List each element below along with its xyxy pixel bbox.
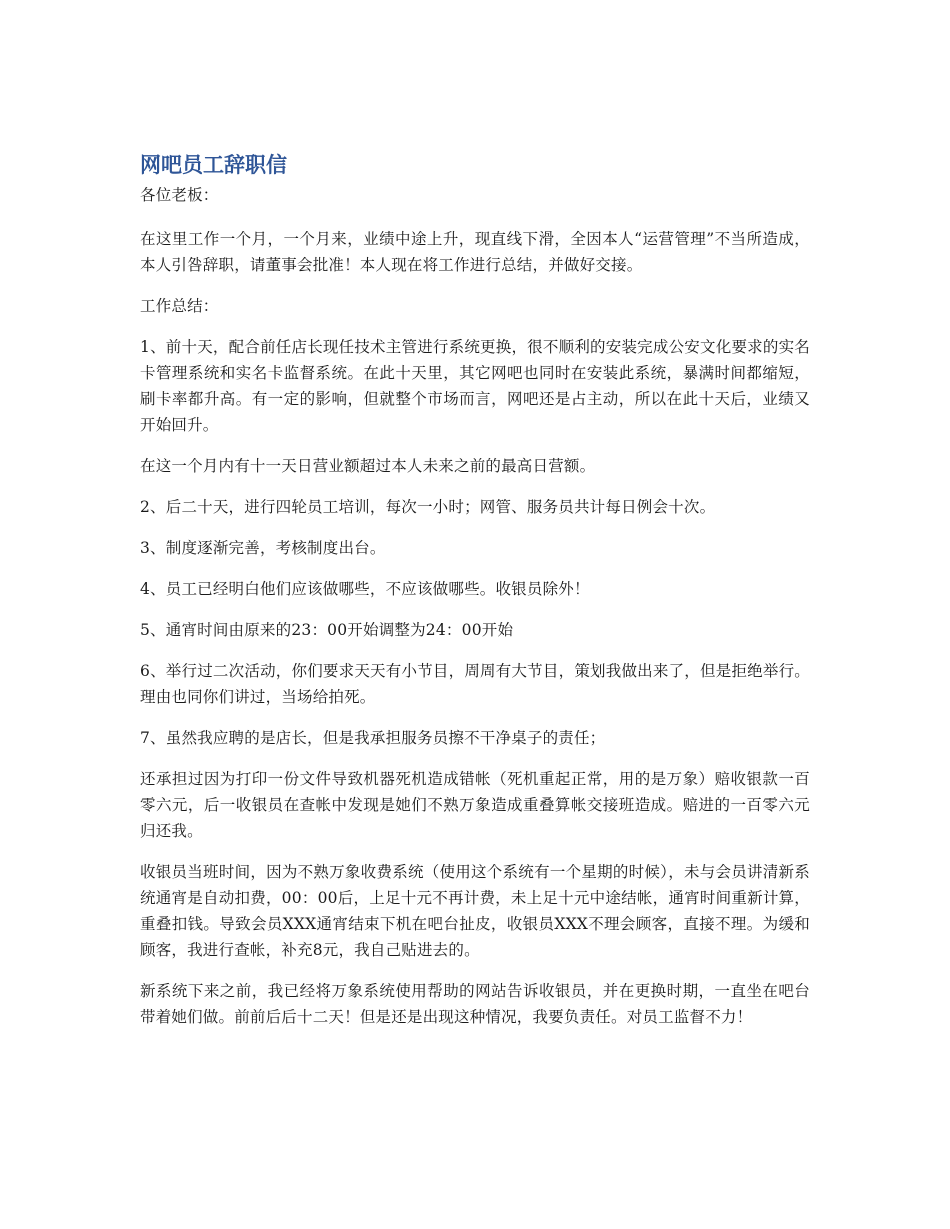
paragraph-item-1: 1、前十天，配合前任店长现任技术主管进行系统更换，很不顺利的安装完成公安文化要求的实名卡管理系统和实名卡监督系统。在此十天里，其它网吧也同时在安装此系统，暴满时间都缩短，刷卡率都升高。有一定的影响，但就整个市场而言，网吧还是占主动，所以在此十天后，业绩又开始回升。 — [140, 338, 810, 434]
document-title: 网吧员工辞职信 — [140, 153, 287, 177]
paragraph-printing-incident: 还承担过因为打印一份文件导致机器死机造成错帐（死机重起正常，用的是万象）赔收银款一百零六元，后一收银员在查帐中发现是她们不熟万象造成重叠算帐交接班造成。赔进的一百零六元归还我。 — [140, 770, 810, 840]
paragraph-item-6: 6、举行过二次活动，你们要求天天有小节目，周周有大节目，策划我做出来了，但是拒绝举行。理由也同你们讲过，当场给拍死。 — [140, 662, 810, 706]
paragraph-item-3: 3、制度逐渐完善，考核制度出台。 — [140, 539, 386, 557]
paragraph-conclusion: 新系统下来之前，我已经将万象系统使用帮助的网站告诉收银员，并在更换时期，一直坐在吧台带着她们做。前前后后十二天！但是还是出现这种情况，我要负责任。对员工监督不力！ — [140, 982, 810, 1026]
paragraph-item-2: 2、后二十天，进行四轮员工培训，每次一小时；网管、服务员共计每日例会十次。 — [140, 498, 716, 516]
document-body — [140, 150, 810, 1045]
paragraph-item-1-note: 在这一个月内有十一天日营业额超过本人未来之前的最高日营额。 — [140, 457, 596, 475]
paragraph-item-7: 7、虽然我应聘的是店长，但是我承担服务员擦不干净桌子的责任； — [140, 729, 606, 747]
paragraph-intro: 在这里工作一个月，一个月来，业绩中途上升，现直线下滑，全因本人“运营管理”不当所造成，本人引咎辞职，请董事会批准！本人现在将工作进行总结，并做好交接。 — [140, 230, 810, 274]
paragraph-summary-heading: 工作总结： — [140, 297, 219, 315]
salutation: 各位老板： — [140, 186, 219, 204]
paragraph-item-5: 5、通宵时间由原来的23：00开始调整为24：00开始 — [140, 621, 514, 639]
paragraph-cashier-incident: 收银员当班时间，因为不熟万象收费系统（使用这个系统有一个星期的时候），未与会员讲清新系统通宵是自动扣费，00：00后，上足十元不再计费，未上足十元中途结帐，通宵时间重新计算，重叠扣钱。导致会员XXX通宵结束下机在吧台扯皮，收银员XXX不理会顾客，直接不理。为缓和顾客，我进行查帐，补充8元，我自己贴进去的。 — [140, 863, 810, 959]
paragraph-item-4: 4、员工已经明白他们应该做哪些，不应该做哪些。收银员除外！ — [140, 580, 590, 598]
